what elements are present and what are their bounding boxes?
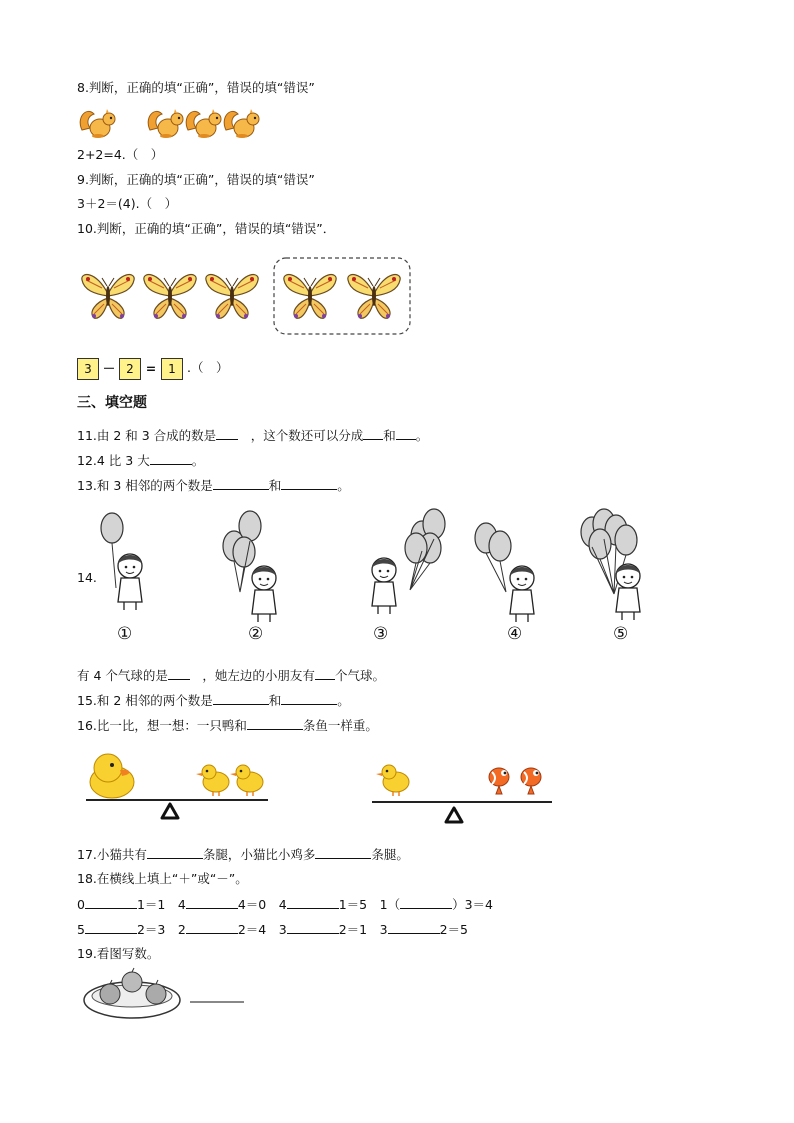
fruit-bowl-figure	[82, 966, 252, 1030]
section-title: 三、填空题	[77, 395, 147, 411]
child-label-3: ③	[373, 624, 389, 644]
butterfly-icon	[348, 275, 400, 319]
box-result: 1	[161, 358, 183, 380]
squirrel-icon	[148, 109, 183, 138]
q18-title: 18.在横线上填上“＋”或“－”。	[77, 871, 248, 886]
answer-blank[interactable]	[150, 452, 192, 465]
child-label-4: ④	[507, 624, 523, 644]
answer-blank[interactable]	[315, 667, 335, 680]
q15: 15.和 2 相邻的两个数是 和 。	[77, 693, 350, 708]
apple-icon	[122, 972, 142, 992]
q14-number: 14.	[77, 570, 97, 585]
butterfly-icon	[144, 275, 196, 319]
q18-row2: 5 2＝3 2 2＝4 3 2＝1 3 2＝5	[77, 922, 468, 937]
q17: 17.小猫共有 条腿，小猫比小鸡多 条腿。	[77, 847, 409, 862]
q10-title: 10.判断，正确的填“正确”，错误的填“错误”．	[77, 221, 336, 236]
q18-row1: 0 1＝1 4 4＝0 4 1＝5 1（ ）3＝4	[77, 897, 493, 912]
balance-scales-figure	[82, 750, 562, 826]
answer-blank[interactable]	[186, 896, 238, 909]
answer-blank[interactable]	[281, 477, 337, 490]
q13: 13.和 3 相邻的两个数是 和 。	[77, 478, 350, 493]
child-label-2: ②	[248, 624, 264, 644]
butterfly-icon	[284, 275, 336, 319]
chick-icon	[196, 765, 229, 796]
answer-blank[interactable]	[213, 692, 269, 705]
answer-blank[interactable]	[216, 427, 238, 440]
answer-blank[interactable]	[168, 667, 190, 680]
answer-blank[interactable]	[247, 717, 303, 730]
box-minuend: 3	[77, 358, 99, 380]
answer-blank[interactable]	[147, 846, 203, 859]
answer-blank[interactable]	[400, 896, 452, 909]
answer-blank[interactable]	[396, 427, 416, 440]
squirrel-icon	[224, 109, 259, 138]
duck-icon	[90, 754, 134, 798]
q19-title: 19.看图写数。	[77, 946, 160, 961]
answer-blank[interactable]	[287, 921, 339, 934]
butterfly-icon	[82, 275, 134, 319]
q11: 11.由 2 和 3 合成的数是 ，这个数还可以分成 和 。	[77, 428, 429, 443]
answer-blank[interactable]	[388, 921, 440, 934]
q14-question: 有 4 个气球的是 ，她左边的小朋友有 个气球。	[77, 668, 385, 683]
child-label-5: ⑤	[613, 624, 629, 644]
q10-equation: 3 － 2 = 1 .（ ）	[77, 356, 228, 381]
chick-icon	[230, 765, 263, 796]
q12: 12.4 比 3 大 。	[77, 453, 205, 468]
q16: 16.比一比，想一想：一只鸭和 条鱼一样重。	[77, 718, 378, 733]
child-label-1: ①	[117, 624, 133, 644]
q8-equation: 2+2=4.（ ）	[77, 147, 164, 162]
butterfly-figures	[76, 256, 416, 338]
fish-icon	[489, 768, 509, 794]
answer-blank[interactable]	[85, 896, 137, 909]
q8-title: 8.判断，正确的填“正确”，错误的填“错误”	[77, 80, 315, 95]
q9-equation: 3＋2＝(4).（ ）	[77, 196, 178, 211]
fish-icon	[521, 768, 541, 794]
answer-blank[interactable]	[85, 921, 137, 934]
squirrel-icon	[80, 109, 115, 138]
apple-icon	[146, 984, 166, 1004]
children-balloons-figure	[94, 508, 654, 623]
answer-blank[interactable]	[315, 846, 371, 859]
q9-title: 9.判断，正确的填“正确”，错误的填“错误”	[77, 172, 315, 187]
butterfly-icon	[206, 275, 258, 319]
answer-blank[interactable]	[281, 692, 337, 705]
box-subtrahend: 2	[119, 358, 141, 380]
dashed-group-box	[274, 258, 410, 334]
answer-blank[interactable]	[287, 896, 339, 909]
answer-blank[interactable]	[186, 921, 238, 934]
apple-icon	[100, 984, 120, 1004]
squirrel-figures	[78, 108, 268, 144]
answer-blank[interactable]	[363, 427, 383, 440]
chick-icon	[376, 765, 409, 796]
answer-blank[interactable]	[213, 477, 269, 490]
squirrel-icon	[186, 109, 221, 138]
